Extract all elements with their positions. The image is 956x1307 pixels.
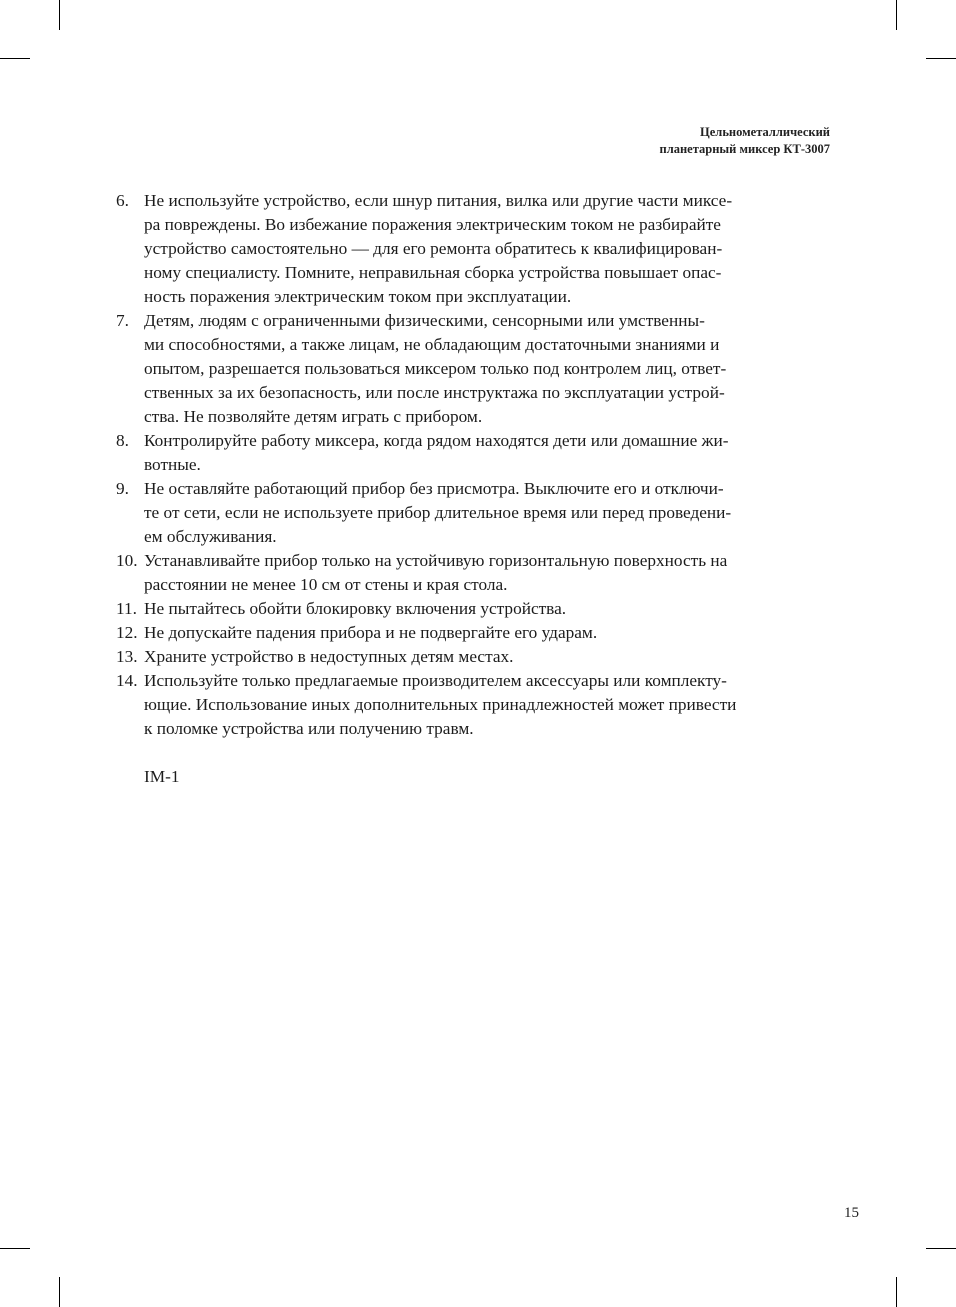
crop-mark-bottom-right-h — [926, 1248, 956, 1249]
list-item-line: Контролируйте работу миксера, когда рядом находятся дети или домашние жи- — [144, 431, 729, 450]
list-item-line: вотные. — [144, 455, 201, 474]
list-item-line: ственных за их безопасность, или после инструктажа по эксплуатации устрой- — [144, 383, 725, 402]
crop-mark-bottom-left-h — [0, 1248, 30, 1249]
crop-mark-bottom-right — [896, 1277, 897, 1307]
list-item — [116, 597, 832, 621]
list-item-number: 10. — [116, 551, 138, 570]
list-item-line: опытом, разрешается пользоваться миксером только под контролем лиц, ответ- — [144, 359, 727, 378]
list-item-number: 14. — [116, 671, 138, 690]
list-item-line: Не пытайтесь обойти блокировку включения устройства. — [144, 599, 567, 618]
list-item-line: ность поражения электрическим током при эксплуатации. — [144, 287, 572, 306]
list-item — [116, 309, 832, 429]
crop-mark-top-left — [59, 0, 60, 30]
list-item — [116, 669, 832, 741]
header-line-1: Цельнометаллический — [700, 125, 830, 139]
list-item-line: расстоянии не менее 10 см от стены и края стола. — [144, 575, 508, 594]
list-item — [116, 189, 832, 309]
list-item-line: ра повреждены. Во избежание поражения электрическим током не разбирайте — [144, 215, 721, 234]
list-item-line: устройство самостоятельно — для его ремонта обратитесь к квалифицирован- — [144, 239, 723, 258]
header-line-2: планетарный миксер КТ-3007 — [659, 141, 830, 156]
list-item-number: 9. — [116, 479, 129, 498]
list-item-number: 8. — [116, 431, 129, 450]
list-item — [116, 477, 832, 549]
safety-instructions-list — [116, 189, 832, 741]
list-item-line: Используйте только предлагаемые производителем аксессуары или комплекту- — [144, 671, 727, 690]
page-number: 15 — [844, 1205, 859, 1221]
list-item-line: те от сети, если не используете прибор длительное время или перед проведени- — [144, 503, 732, 522]
list-item — [116, 549, 832, 597]
list-item-line: Храните устройство в недоступных детям местах. — [144, 647, 514, 666]
list-item-line: ющие. Использование иных дополнительных принадлежностей может привести — [144, 695, 737, 714]
list-item-line: Не используйте устройство, если шнур питания, вилка или другие части миксе- — [144, 191, 733, 210]
list-item — [116, 621, 832, 645]
list-item-line: ем обслуживания. — [144, 527, 277, 546]
list-item-line: Устанавливайте прибор только на устойчивую горизонтальную поверхность на — [144, 551, 728, 570]
list-item-line: Детям, людям с ограниченными физическими, сенсорными или умственны- — [144, 311, 705, 330]
im-code: IM-1 — [144, 767, 180, 786]
list-item-number: 13. — [116, 647, 138, 666]
list-item-line: ному специалисту. Помните, неправильная сборка устройства повышает опас- — [144, 263, 722, 282]
crop-mark-top-right-h — [926, 58, 956, 59]
list-item-line: ства. Не позволяйте детям играть с прибором. — [144, 407, 483, 426]
list-item-line: Не оставляйте работающий прибор без присмотра. Выключите его и отключи- — [144, 479, 724, 498]
list-item-line: Не допускайте падения прибора и не подвергайте его ударам. — [144, 623, 598, 642]
running-header — [660, 124, 831, 157]
list-item-number: 6. — [116, 191, 129, 210]
list-item-number: 11. — [116, 599, 137, 618]
crop-mark-bottom-left — [59, 1277, 60, 1307]
crop-mark-top-left-h — [0, 58, 30, 59]
list-item-line: к поломке устройства или получению травм. — [144, 719, 474, 738]
list-item — [116, 429, 832, 477]
list-item-line: ми способностями, а также лицам, не обладающим достаточными знаниями и — [144, 335, 720, 354]
list-item-number: 12. — [116, 623, 138, 642]
list-item — [116, 645, 832, 669]
list-item-number: 7. — [116, 311, 129, 330]
crop-mark-top-right — [896, 0, 897, 30]
